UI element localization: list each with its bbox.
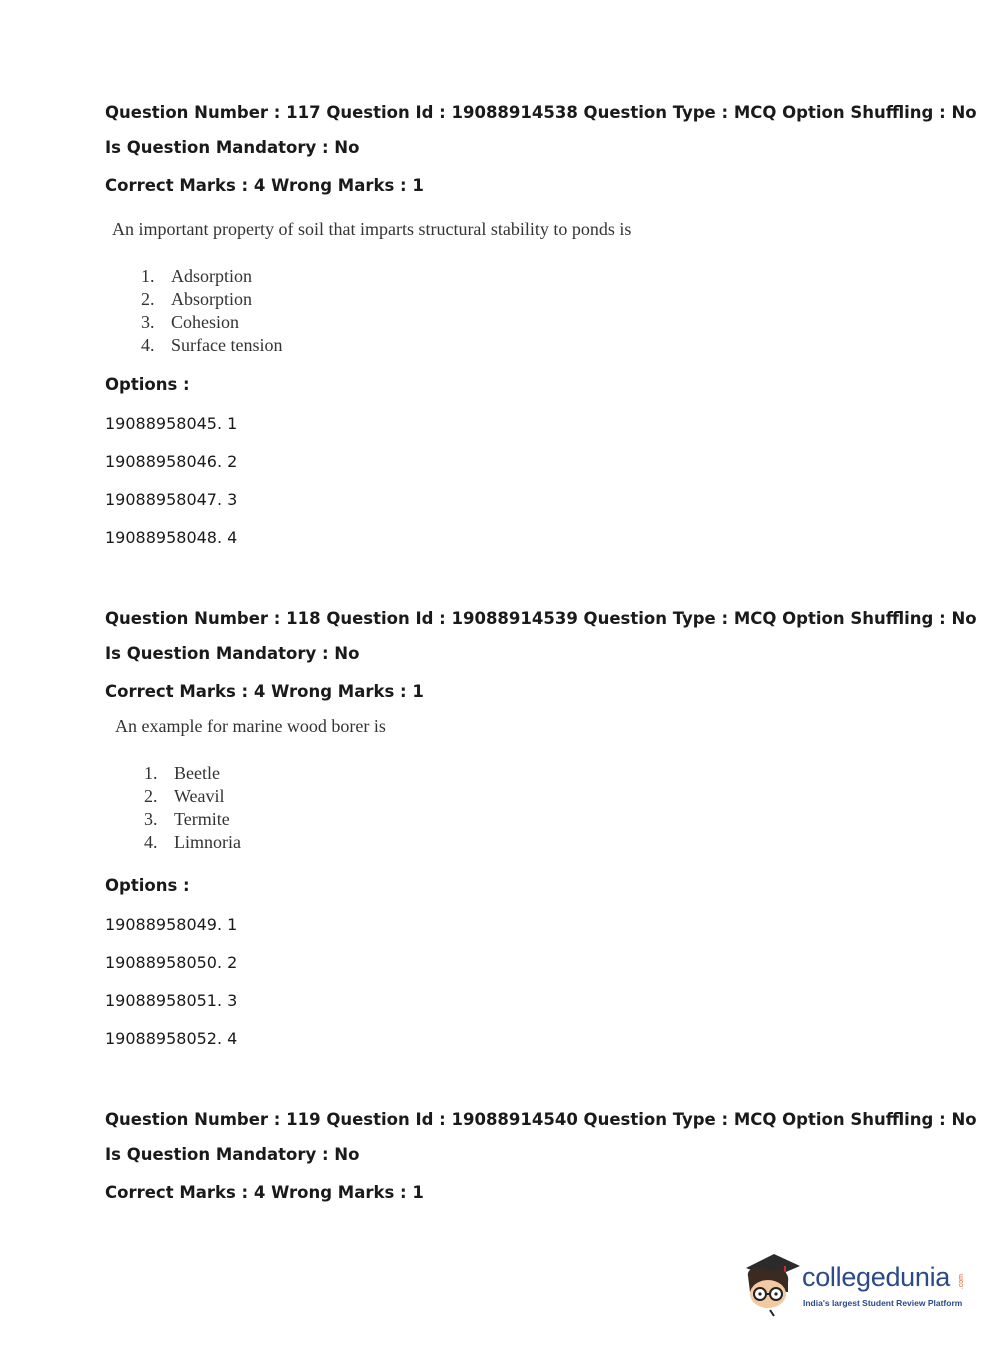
option-row: 19088958046. 2	[105, 452, 238, 471]
option-row: 19088958051. 3	[105, 991, 238, 1010]
choice-item: 3. Termite	[144, 809, 230, 829]
choice-item: 1. Adsorption	[141, 266, 252, 286]
question-marks: Correct Marks : 4 Wrong Marks : 1	[105, 1183, 424, 1202]
options-title: Options :	[105, 375, 190, 394]
question-header: Question Number : 119 Question Id : 19088914540 Question Type : MCQ Option Shuffling : No	[105, 1110, 977, 1129]
option-row: 19088958047. 3	[105, 490, 238, 509]
collegedunia-logo[interactable]	[740, 1248, 970, 1318]
choice-list	[141, 265, 282, 357]
choice-item: 2. Absorption	[141, 289, 252, 309]
option-row: 19088958049. 1	[105, 915, 238, 934]
logo-suffix: .com	[958, 1274, 965, 1290]
choice-item: 4. Limnoria	[144, 832, 241, 852]
choice-list	[144, 762, 241, 854]
logo-wordmark: collegedunia	[802, 1262, 951, 1292]
question-marks: Correct Marks : 4 Wrong Marks : 1	[105, 176, 424, 195]
choice-item: 2. Weavil	[144, 786, 225, 806]
question-header: Question Number : 118 Question Id : 19088914539 Question Type : MCQ Option Shuffling : No	[105, 609, 977, 628]
question-mandatory: Is Question Mandatory : No	[105, 644, 360, 663]
question-mandatory: Is Question Mandatory : No	[105, 1145, 360, 1164]
question-mandatory: Is Question Mandatory : No	[105, 138, 360, 157]
choice-item: 3. Cohesion	[141, 312, 240, 332]
option-row: 19088958048. 4	[105, 528, 238, 547]
question-stem: An important property of soil that imparts structural stability to ponds is	[112, 219, 632, 239]
choice-item: 1. Beetle	[144, 763, 220, 783]
logo-tagline: India's largest Student Review Platform	[803, 1298, 963, 1308]
question-marks: Correct Marks : 4 Wrong Marks : 1	[105, 682, 424, 701]
options-title: Options :	[105, 876, 190, 895]
option-row: 19088958045. 1	[105, 414, 238, 433]
question-header: Question Number : 117 Question Id : 19088914538 Question Type : MCQ Option Shuffling : No	[105, 103, 977, 122]
option-row: 19088958052. 4	[105, 1029, 238, 1048]
choice-item: 4. Surface tension	[141, 335, 283, 355]
option-row: 19088958050. 2	[105, 953, 238, 972]
question-stem: An example for marine wood borer is	[115, 716, 386, 736]
mascot-icon	[740, 1248, 802, 1318]
